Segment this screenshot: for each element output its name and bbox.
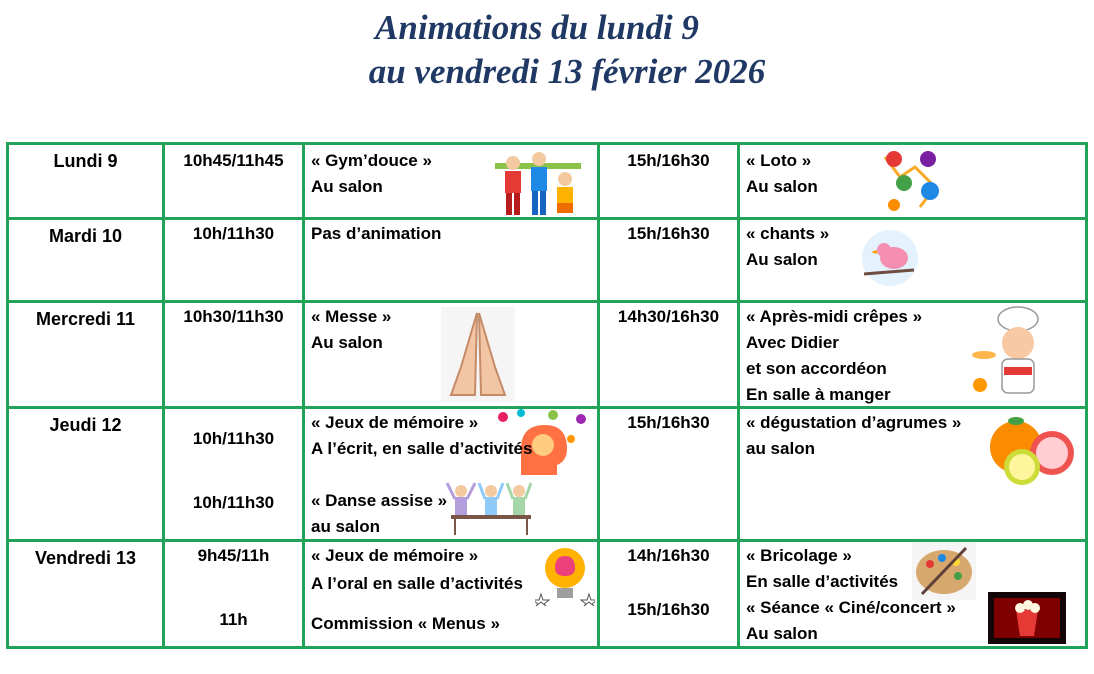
activity-line: « Bricolage » xyxy=(746,546,852,565)
activity-line: Au salon xyxy=(746,177,818,196)
activity-line: Au salon xyxy=(746,624,818,643)
day-label: Mercredi 11 xyxy=(35,309,136,329)
page-title-line2: au vendredi 13 février 2026 xyxy=(368,52,766,91)
activity-line: En salle d’activités xyxy=(746,572,899,591)
time-label: 10h30/11h30 xyxy=(183,307,284,326)
time-label: 10h45/11h45 xyxy=(183,151,284,170)
day-cell xyxy=(8,408,164,541)
time-label: 10h/11h30 xyxy=(192,429,275,448)
pm-activity-cell xyxy=(739,219,1087,302)
activity-line: « Jeux de mémoire » xyxy=(311,413,479,432)
activity-line: « Messe » xyxy=(311,307,392,326)
activity-line: A l’écrit, en salle d’activités xyxy=(311,439,533,458)
day-label: Mardi 10 xyxy=(48,226,123,246)
time-label: 14h30/16h30 xyxy=(617,307,720,326)
day-cell xyxy=(8,302,164,408)
activity-line: En salle à manger xyxy=(746,385,891,404)
table-row-mardi xyxy=(8,219,1087,302)
activity-line: et son accordéon xyxy=(746,359,887,378)
activity-line: « Après-midi crêpes » xyxy=(746,307,923,326)
activity-line: Au salon xyxy=(311,333,383,352)
am-activity-cell xyxy=(304,219,599,302)
pm-activity-cell xyxy=(739,541,1087,648)
bird-icon xyxy=(858,228,920,288)
page-title-line1: Animations du lundi 9 xyxy=(375,8,699,47)
citrus-icon xyxy=(986,417,1076,487)
table-row-lundi xyxy=(8,144,1087,219)
table-row-mercredi xyxy=(8,302,1087,408)
time-label: 15h/16h30 xyxy=(627,600,710,619)
activity-line: « Jeux de mémoire » xyxy=(311,546,479,565)
activity-line: Commission « Menus » xyxy=(311,614,500,633)
day-label: Lundi 9 xyxy=(53,151,118,171)
activity-line: « Loto » xyxy=(746,151,812,170)
pm-time-cell xyxy=(599,144,739,219)
activity-line: « Danse assise » xyxy=(311,491,448,510)
pm-time-cell xyxy=(599,408,739,541)
cinema-popcorn-icon xyxy=(988,592,1066,644)
time-label: 9h45/11h xyxy=(197,546,270,565)
gym-seniors-icon xyxy=(495,149,585,217)
day-label: Jeudi 12 xyxy=(49,415,122,435)
schedule-table xyxy=(6,142,1088,649)
am-activity-cell xyxy=(304,302,599,408)
activity-line: Avec Didier xyxy=(746,333,839,352)
day-cell xyxy=(8,541,164,648)
day-cell xyxy=(8,219,164,302)
lightbulb-brain-icon xyxy=(535,544,595,606)
pm-time-cell xyxy=(599,302,739,408)
pm-activity-cell xyxy=(739,408,1087,541)
activity-line: « Séance « Ciné/concert » xyxy=(746,598,956,617)
am-activity-cell xyxy=(304,408,599,541)
time-label: 15h/16h30 xyxy=(627,413,710,432)
chair-dance-icon xyxy=(441,477,537,537)
activity-line: « dégustation d’agrumes » xyxy=(746,413,962,432)
pm-activity-cell xyxy=(739,302,1087,408)
activity-line: A l’oral en salle d’activités xyxy=(311,574,523,593)
activity-line: « chants » xyxy=(746,224,830,243)
activity-line: Au salon xyxy=(746,250,818,269)
praying-hands-icon xyxy=(441,307,515,401)
am-time-cell xyxy=(164,302,304,408)
pm-time-cell xyxy=(599,541,739,648)
day-cell xyxy=(8,144,164,219)
day-label: Vendredi 13 xyxy=(34,548,137,568)
activity-line: au salon xyxy=(311,517,380,536)
pm-activity-cell xyxy=(739,144,1087,219)
am-time-cell xyxy=(164,144,304,219)
table-row-jeudi xyxy=(8,408,1087,541)
time-label: 15h/16h30 xyxy=(627,224,710,243)
time-label: 10h/11h30 xyxy=(192,493,275,512)
paint-palette-icon xyxy=(912,542,976,600)
am-time-cell xyxy=(164,541,304,648)
activity-line: Pas d’animation xyxy=(311,224,442,243)
time-label: 10h/11h30 xyxy=(192,224,275,243)
activity-line: « Gym’douce » xyxy=(311,151,432,170)
time-label: 11h xyxy=(219,610,248,629)
am-time-cell xyxy=(164,219,304,302)
time-label: 14h/16h30 xyxy=(627,546,710,565)
am-activity-cell xyxy=(304,144,599,219)
activity-line: Au salon xyxy=(311,177,383,196)
loto-balls-icon xyxy=(880,147,950,213)
activity-line: au salon xyxy=(746,439,815,458)
pm-time-cell xyxy=(599,219,739,302)
am-time-cell xyxy=(164,408,304,541)
table-row-vendredi xyxy=(8,541,1087,648)
am-activity-cell xyxy=(304,541,599,648)
time-label: 15h/16h30 xyxy=(627,151,710,170)
chef-crepes-icon xyxy=(968,305,1062,405)
